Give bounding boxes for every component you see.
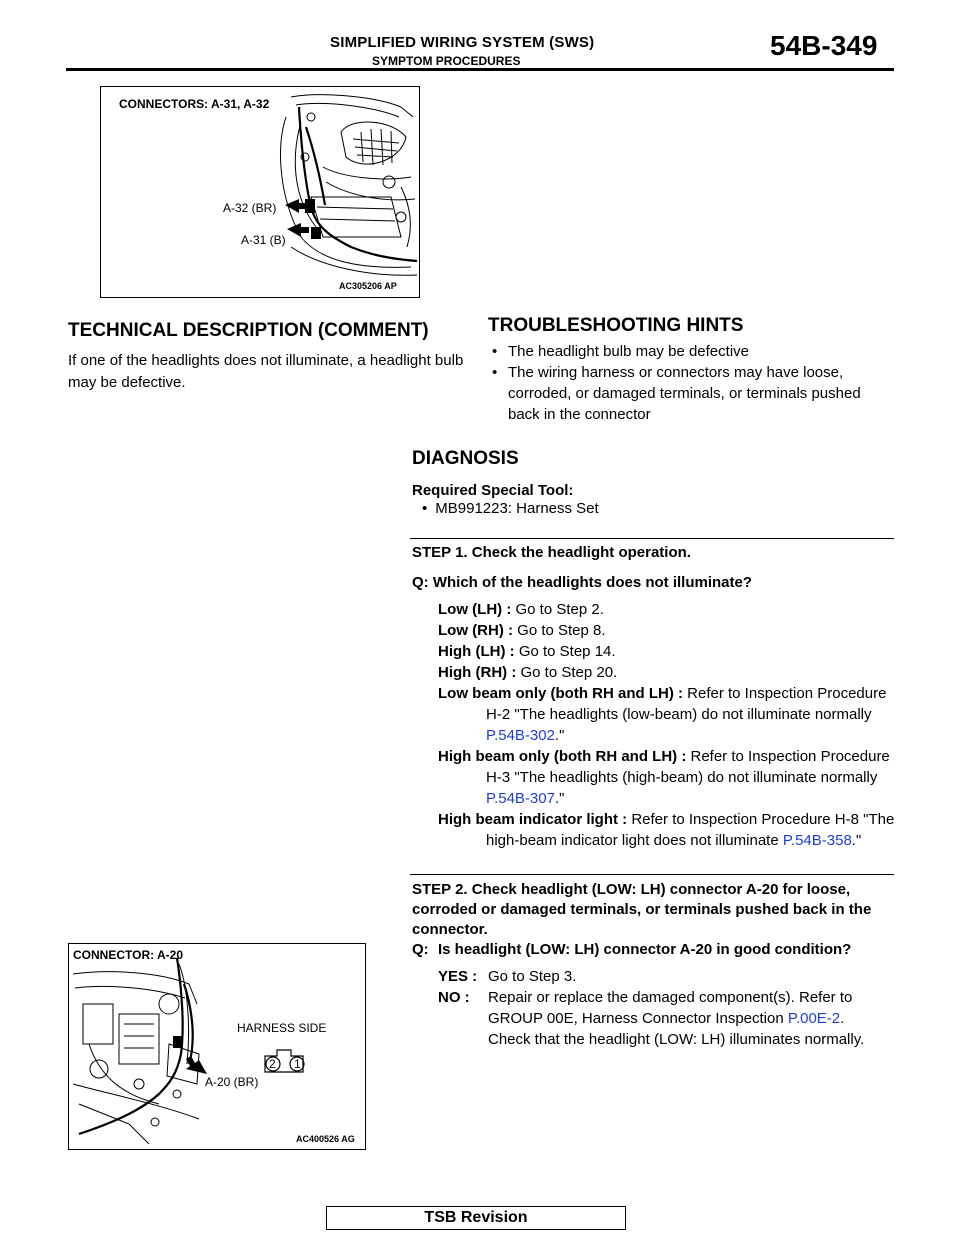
figure-connectors-a31-a32: [100, 86, 420, 298]
step1: [412, 543, 896, 851]
callout-a20: A-20 (BR): [205, 1075, 259, 1089]
answer-row: High (LH) : Go to Step 14.: [438, 643, 616, 660]
step1-rule: [410, 538, 894, 539]
technical-text: If one of the headlights does not illuminate, a headlight bulb may be defective.: [68, 352, 464, 391]
header-rule: [66, 68, 894, 71]
answer-row: High beam indicator light : Refer to Inspection Procedure H-8 "The high-beam indicator light does not illuminate P.54B-358.": [438, 811, 895, 849]
figure2-code: AC400526 AG: [296, 1134, 355, 1144]
technical-heading: TECHNICAL DESCRIPTION (COMMENT): [68, 320, 429, 341]
step1-title: STEP 1. Check the headlight operation.: [412, 544, 691, 561]
figure-connector-a20: [68, 943, 366, 1150]
tool-text: MB991223: Harness Set: [435, 500, 599, 517]
header-title: SIMPLIFIED WIRING SYSTEM (SWS): [330, 34, 595, 51]
link-p54b-302[interactable]: P.54B-302: [486, 727, 555, 744]
answer-row: High beam only (both RH and LH) : Refer to Inspection Procedure H-3 "The headlights (high-beam) do not illuminate normally P.54B-307.": [438, 748, 890, 807]
figure1-label: CONNECTORS: A-31, A-32: [119, 97, 270, 111]
page-number: 54B-349: [770, 30, 878, 61]
link-p54b-358[interactable]: P.54B-358: [782, 832, 852, 849]
answer-row: High (RH) : Go to Step 20.: [438, 664, 618, 681]
tsb-revision: TSB Revision: [424, 1209, 528, 1226]
required-tool: [422, 500, 599, 517]
step2: [412, 880, 882, 1050]
figure1-code: AC305206 AP: [339, 281, 397, 291]
step1-answers: [412, 599, 896, 851]
answer-yes: YES : Go to Step 3.: [438, 968, 577, 985]
step1-question: Q: Which of the headlights does not illuminate?: [412, 574, 752, 591]
footer-box: [326, 1206, 626, 1230]
callout-a31: A-31 (B): [241, 233, 286, 247]
hints-heading: TROUBLESHOOTING HINTS: [488, 315, 744, 336]
pin-1: 1: [294, 1057, 301, 1071]
required-tool-label: Required Special Tool:: [412, 482, 574, 499]
step2-question: Q: Is headlight (LOW: LH) connector A-20 in good condition?: [412, 941, 852, 958]
answer-row: Low beam only (both RH and LH) : Refer to Inspection Procedure H-2 "The headlights (low-beam) do not illuminate normally P.54B-302.": [438, 685, 887, 744]
pin-2: 2: [269, 1057, 276, 1071]
callout-a32: A-32 (BR): [223, 201, 277, 215]
step2-answers: [412, 966, 882, 1050]
bullet-icon: •: [422, 500, 428, 517]
hint-item: • The wiring harness or connectors may have loose, corroded, or damaged terminals, or terminals pushed back in the connector: [488, 362, 896, 425]
answer-no: NO : Repair or replace the damaged component(s). Refer to GROUP 00E, Harness Connector Inspection P.00E-2. Check that the headlight (LOW: LH) illuminates normally.: [438, 989, 865, 1048]
answer-row: Low (RH) : Go to Step 8.: [438, 622, 606, 639]
diagnosis-heading: DIAGNOSIS: [412, 448, 519, 469]
step2-rule: [410, 874, 894, 875]
answer-row: Low (LH) : Go to Step 2.: [438, 601, 604, 618]
figure2-label: CONNECTOR: A-20: [73, 948, 184, 962]
hint-item: • The headlight bulb may be defective: [488, 341, 896, 362]
engine-bay-illustration: [101, 87, 419, 297]
header-subtitle: SYMPTOM PROCEDURES: [372, 54, 521, 68]
harness-side-label: HARNESS SIDE: [237, 1021, 327, 1035]
link-p00e-2[interactable]: P.00E-2: [787, 1010, 841, 1027]
link-p54b-307[interactable]: P.54B-307: [486, 790, 555, 807]
hints-list: [488, 341, 896, 425]
engine-bay-illustration-2: [69, 944, 365, 1149]
step2-title: STEP 2. Check headlight (LOW: LH) connector A-20 for loose, corroded or damaged terminals, or terminals pushed back in the connector.: [412, 881, 872, 938]
